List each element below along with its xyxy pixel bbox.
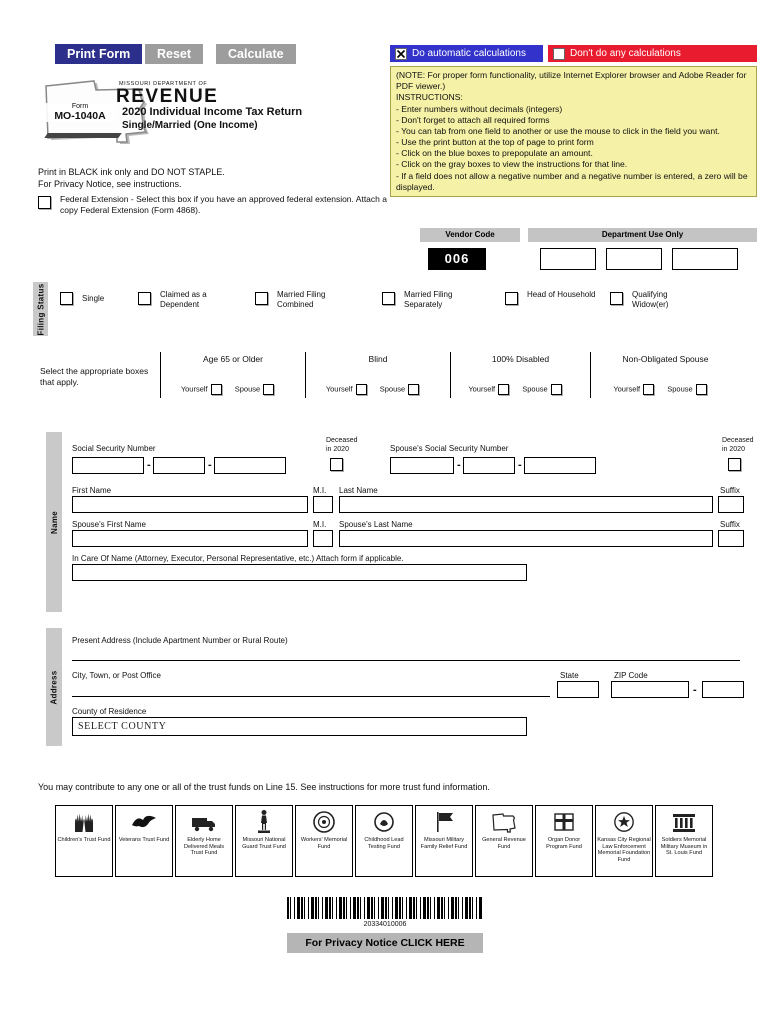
trust-fund-name: Missouri Military Family Relief Fund	[420, 837, 468, 850]
county-label: County of Residence	[72, 707, 147, 716]
trust-fund-cell	[535, 805, 593, 877]
dept-use-field-1[interactable]	[540, 248, 596, 270]
deceased-line1: Deceased	[722, 437, 754, 444]
filing-head-household-label: Head of Household	[527, 290, 596, 299]
missouri-outline-icon	[491, 811, 517, 833]
state-label: State	[560, 671, 579, 680]
filing-status-label: Filing Status	[36, 283, 45, 335]
select-group-age65	[160, 352, 305, 398]
filing-married-separately-label: Married Filing Separately	[404, 290, 453, 309]
spouse-last-name-field[interactable]	[339, 530, 713, 547]
form-word: Form	[71, 103, 89, 110]
trust-fund-name: Children's Trust Fund	[57, 837, 111, 843]
spouse-first-name-field[interactable]	[72, 530, 308, 547]
workers-memorial-seal-icon	[312, 810, 336, 834]
note-line: (NOTE: For proper form functionality, utilize Internet Explorer browser and Adobe Reader for PDF viewer.)	[396, 70, 747, 92]
barcode-number: 20334010006	[363, 921, 407, 928]
form-id-box	[44, 103, 116, 122]
spouse-ssn-field-1[interactable]	[390, 457, 454, 474]
vendor-code-value: 006	[428, 248, 486, 270]
spouse-label: Spouse	[667, 384, 693, 394]
trust-fund-cell	[175, 805, 233, 877]
federal-extension-label: Federal Extension - Select this box if you have an approved federal extension. Attach a copy Federal Extension (Form 4868).	[60, 194, 387, 215]
spouse-ssn-label: Spouse's Social Security Number	[390, 444, 509, 453]
note-box	[390, 66, 757, 197]
dept-use-field-2[interactable]	[606, 248, 662, 270]
select-group-blind	[305, 352, 450, 398]
in-care-of-field[interactable]	[72, 564, 527, 581]
ssn-dash: -	[147, 459, 151, 471]
present-address-field[interactable]	[72, 644, 740, 661]
spouse-mi-field[interactable]	[313, 530, 333, 547]
trust-fund-name: Veterans Trust Fund	[118, 837, 170, 843]
deceased-label	[326, 437, 366, 455]
deceased-checkbox[interactable]	[330, 458, 343, 471]
organ-donor-gift-icon	[552, 810, 576, 834]
children-hands-icon	[72, 810, 96, 834]
select-group-title: 100% Disabled	[491, 354, 550, 364]
barcode	[287, 897, 483, 919]
trust-fund-cell	[475, 805, 533, 877]
note-line: - If a field does not allow a negative number and a negative number is entered, a zero will be displayed.	[396, 170, 748, 192]
name-section-label: Name	[49, 510, 59, 534]
trust-fund-cell	[415, 805, 473, 877]
dept-use-header: Department Use Only	[528, 228, 757, 242]
zip-field-1[interactable]	[611, 681, 689, 698]
trust-fund-cell	[355, 805, 413, 877]
yourself-label: Yourself	[325, 384, 353, 394]
yourself-label: Yourself	[180, 384, 208, 394]
blind-spouse-checkbox[interactable]	[408, 384, 419, 395]
privacy-notice-button[interactable]: For Privacy Notice CLICK HERE	[287, 933, 483, 953]
no-calc-checkbox[interactable]	[553, 48, 565, 60]
spouse-label: Spouse	[522, 384, 548, 394]
note-line: - You can tab from one field to another or use the mouse to click in the field you want.	[396, 125, 720, 136]
police-badge-icon	[613, 811, 635, 833]
deceased-line2: in 2020	[722, 445, 745, 453]
trust-fund-cell	[55, 805, 113, 877]
trust-fund-name: Kansas City Regional Law Enforcement Memorial Foundation Fund	[597, 837, 651, 863]
dept-line: MISSOURI DEPARTMENT OF	[119, 81, 208, 87]
spouse-label: Spouse	[379, 384, 406, 394]
filing-dependent-checkbox[interactable]	[138, 292, 151, 305]
age65-yourself-checkbox[interactable]	[211, 384, 222, 395]
federal-extension-checkbox[interactable]	[38, 196, 51, 209]
trust-fund-cell	[595, 805, 653, 877]
ssn-dash: -	[457, 459, 461, 471]
filing-single-checkbox[interactable]	[60, 292, 73, 305]
filing-qualifying-widow-label: Qualifying Widow(er)	[632, 290, 669, 309]
form-title: 2020 Individual Income Tax Return	[122, 106, 303, 118]
filing-single-label: Single	[82, 294, 105, 303]
yourself-label: Yourself	[468, 384, 496, 394]
mi-label: M.I.	[313, 486, 327, 495]
reset-button[interactable]: Reset	[145, 44, 203, 64]
trust-fund-name: General Revenue Fund	[482, 837, 526, 850]
spouse-first-name-label: Spouse's First Name	[72, 520, 146, 529]
vendor-code-header: Vendor Code	[420, 228, 520, 242]
spouse-ssn-field-2[interactable]	[463, 457, 515, 474]
filing-married-combined-checkbox[interactable]	[255, 292, 268, 305]
non-obligated-yourself-checkbox[interactable]	[643, 384, 654, 395]
privacy-see-note: For Privacy Notice, see instructions.	[38, 179, 182, 189]
note-line: - Use the print button at the top of page to print form	[396, 137, 594, 148]
filing-head-household-checkbox[interactable]	[505, 292, 518, 305]
city-label: City, Town, or Post Office	[72, 671, 161, 680]
filing-married-separately-checkbox[interactable]	[382, 292, 395, 305]
ssn-dash: -	[208, 459, 212, 471]
in-care-of-label: In Care Of Name (Attorney, Executor, Personal Representative, etc.) Attach form if applicable.	[72, 554, 404, 563]
ssn-field-2[interactable]	[153, 457, 205, 474]
yourself-label: Yourself	[613, 384, 641, 394]
first-name-label: First Name	[72, 486, 112, 495]
trust-fund-cell	[295, 805, 353, 877]
select-group-title: Blind	[368, 354, 388, 364]
note-line: - Click on the gray boxes to view the instructions for that line.	[396, 159, 628, 170]
name-section-bar	[46, 432, 62, 612]
present-address-label: Present Address (Include Apartment Number or Rural Route)	[72, 636, 288, 645]
spouse-deceased-checkbox[interactable]	[728, 458, 741, 471]
trust-fund-name: Elderly Home Delivered Meals Trust Fund	[183, 837, 225, 857]
age65-spouse-checkbox[interactable]	[263, 384, 274, 395]
filing-dependent-label: Claimed as a Dependent	[160, 290, 207, 309]
ssn-field-1[interactable]	[72, 457, 144, 474]
trust-fund-cell	[655, 805, 713, 877]
filing-married-combined-label: Married Filing Combined	[277, 290, 326, 309]
note-line: INSTRUCTIONS:	[396, 92, 463, 103]
deceased-line1: Deceased	[326, 437, 358, 444]
spouse-label: Spouse	[234, 384, 261, 394]
zip-field-2[interactable]	[702, 681, 744, 698]
no-calc-toggle[interactable]	[548, 45, 757, 62]
filing-qualifying-widow-checkbox[interactable]	[610, 292, 623, 305]
spouse-last-name-label: Spouse's Last Name	[339, 520, 413, 529]
disabled-spouse-checkbox[interactable]	[551, 384, 562, 395]
spouse-suffix-label: Suffix	[720, 520, 740, 529]
auto-calc-label: Do automatic calculations	[412, 48, 526, 59]
form-number: MO-1040A	[54, 110, 106, 122]
deceased-line2: in 2020	[326, 445, 349, 453]
mi-field[interactable]	[313, 496, 333, 513]
no-calc-label: Don't do any calculations	[570, 48, 681, 59]
ssn-dash: -	[518, 459, 522, 471]
trust-funds-intro: You may contribute to any one or all of the trust funds on Line 15. See instructions for more trust fund information.	[38, 782, 490, 792]
select-group-disabled	[450, 352, 590, 398]
note-line: - Don't forget to attach all required forms	[396, 114, 550, 125]
first-name-field[interactable]	[72, 496, 308, 513]
revenue-wordmark: REVENUE	[116, 86, 219, 107]
spouse-suffix-field[interactable]	[718, 530, 744, 547]
address-section-label: Address	[49, 669, 59, 705]
trust-fund-name: Soldiers Memorial Military Museum in St. Louis Fund	[660, 837, 708, 857]
spouse-deceased-label	[722, 437, 762, 455]
suffix-label: Suffix	[720, 486, 740, 495]
county-select[interactable]: SELECT COUNTY	[72, 717, 527, 736]
logo-shadow	[44, 133, 122, 138]
note-line: - Enter numbers without decimals (integers)	[396, 103, 563, 114]
trust-fund-name: Workers' Memorial Fund	[300, 837, 348, 850]
city-field[interactable]	[72, 680, 550, 697]
auto-calc-toggle[interactable]	[390, 45, 543, 62]
ssn-field-3[interactable]	[214, 457, 286, 474]
last-name-field[interactable]	[339, 496, 713, 513]
check-x-icon	[396, 49, 406, 59]
dept-use-field-3[interactable]	[672, 248, 738, 270]
state-field[interactable]	[557, 681, 599, 698]
filing-status-bar	[33, 282, 48, 336]
select-boxes-caption: Select the appropriate boxes that apply.	[40, 366, 149, 387]
address-section-bar	[46, 628, 62, 746]
trust-fund-name: Childhood Lead Testing Fund	[364, 837, 404, 850]
blind-yourself-checkbox[interactable]	[356, 384, 367, 395]
military-flag-icon	[433, 810, 455, 834]
select-group-non-obligated	[590, 352, 740, 398]
veterans-eagle-icon	[131, 811, 157, 833]
note-line: - Click on the blue boxes to prepopulate an amount.	[396, 148, 593, 159]
trust-fund-cell	[235, 805, 293, 877]
select-group-title: Age 65 or Older	[202, 354, 263, 364]
print-ink-note: Print in BLACK ink only and DO NOT STAPLE.	[38, 167, 225, 177]
memorial-building-icon	[671, 810, 697, 834]
trust-fund-row	[55, 805, 713, 877]
trust-fund-name: Missouri National Guard Trust Fund	[242, 837, 286, 850]
calculate-button[interactable]: Calculate	[216, 44, 296, 64]
spouse-ssn-field-3[interactable]	[524, 457, 596, 474]
meals-truck-icon	[191, 811, 217, 833]
select-group-title: Non-Obligated Spouse	[622, 354, 709, 364]
print-form-button[interactable]: Print Form	[55, 44, 142, 64]
auto-calc-checkbox[interactable]	[395, 48, 407, 60]
form-subtitle: Single/Married (One Income)	[122, 120, 258, 131]
disabled-yourself-checkbox[interactable]	[498, 384, 509, 395]
zip-dash: -	[693, 684, 697, 696]
spouse-mi-label: M.I.	[313, 520, 327, 529]
ssn-label: Social Security Number	[72, 444, 156, 453]
trust-fund-name: Organ Donor Program Fund	[546, 837, 582, 850]
trust-fund-cell	[115, 805, 173, 877]
zip-label: ZIP Code	[614, 671, 648, 680]
suffix-field[interactable]	[718, 496, 744, 513]
national-guard-icon	[256, 809, 272, 835]
lead-testing-icon	[373, 811, 395, 833]
non-obligated-spouse-checkbox[interactable]	[696, 384, 707, 395]
last-name-label: Last Name	[339, 486, 378, 495]
